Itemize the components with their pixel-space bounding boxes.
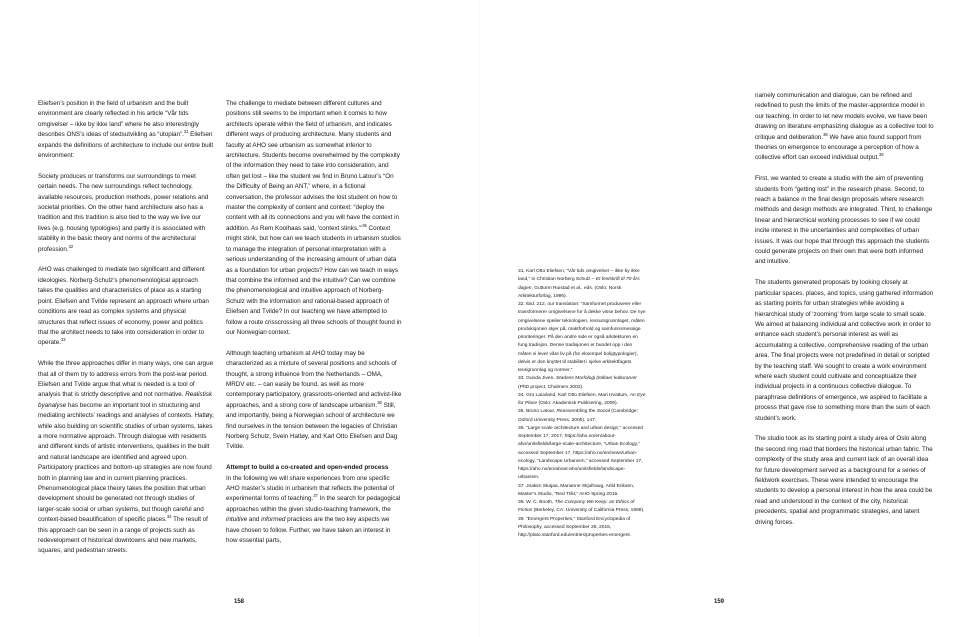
endnote-text: 32. Ibid. 212, our translation: “Samfunnet produserer eller transformerer omgivelsene for å dekke visse behov. De nye omgivelsene speiler teknologien, ressursgrunnlaget, måten produksjonen skjer på, maktforhold og samfunnsmessige prioriteringer. På den andre side er også arkitekturen en fung tradisjon. Denne tradisjonen er bundet opp i den måten vi lever våre liv på (for eksempel boligtypologier), delvis er den knyttet til stabilitet i sjelve arkitektfagets teorigrunnlag og normer.” <box>518 302 646 373</box>
paragraph <box>38 265 214 348</box>
footnote-ref[interactable]: 34 <box>166 514 172 520</box>
endnote-text: (Berkeley, CA: University of California Press, 1988). <box>532 508 645 514</box>
endnote <box>518 301 646 375</box>
endnote-text: (Cambridge: Oxford University Press, 2005), 147. <box>518 409 638 423</box>
page-number-left: 158 <box>234 599 245 605</box>
endnote <box>518 392 646 409</box>
paragraph <box>38 99 214 161</box>
endnote-text: 35. Bruno Latour, <box>518 409 557 415</box>
endnote <box>518 425 646 483</box>
book-gutter <box>479 0 481 637</box>
endnote <box>518 268 646 301</box>
footnote-ref[interactable]: 37 <box>313 493 318 499</box>
paragraph-text: First, we wanted to create a studio with the aim of preventing students from “getting lost” in the research phase. Second, to reach a balance in the final design proposals where research methods and design methods are integrated. Third, to challenge linear and hierarchical working processes to see if we could incite interest in the uncertainties and complexities of urban issues. It was our hope that through this approach the students could generate projects on their own that were both informed and intuitive. <box>755 175 933 266</box>
endnote-title: Et festskrift til 70-års dagen <box>518 277 640 291</box>
endnote-title: The Company We Keep: an Ethics of Fiction <box>518 500 635 514</box>
endnote-text: 34. Gro Lauvland, Karl Otto Eliefsen, Mari Hvattum, <box>518 392 630 398</box>
endnote-text: 31. Karl Otto Eliefsen, “Vår tids omgivelser – ikke by ikke land,” in Christian Norberg Schulz – <box>518 269 640 283</box>
endnote-text: 39. “Emergent Properties,” Stanford Encyclopedia of Philosophy, accessed September 26, 2016, http://plato.stanford.edu/entries/properties-emergent. <box>518 516 632 538</box>
endnote <box>518 499 646 516</box>
paragraph-text: Still, and importantly, being a Norwegian school of architecture we find ourselves in the tension between the legacies of Christian Norberg Schulz, Svein Hatløy, and Karl Otto Eliefsen and Dag Tvilde. <box>226 401 398 451</box>
paragraph-text: has become an important tool in structuring and mediating architects’ readings and analyses of contexts. Hatløy, while also building on scientific studies of urban systems, takes a more normative approach. Through dialogue with residents and different kinds of artistic interventions, qualities in the built and natural landscape are identified and agreed upon. Participatory practices and bottom-up strategies are now found both in planning law and in current planning practices. Phenomenological place theory takes the position that urban development should be generated not through studies of larger-scale social or urban systems, but though careful and context-based beautification of specific places. <box>38 401 214 524</box>
right-page-column <box>755 91 935 528</box>
paragraph <box>755 91 935 164</box>
endnote <box>518 483 646 500</box>
endnote-title: Stadens Morfologi (tolkaer kulturarvet <box>556 376 637 382</box>
footnote-ref[interactable]: 31 <box>183 129 189 135</box>
endnote-title: Reassembling the Social <box>556 409 610 415</box>
footnote-ref[interactable]: 39 <box>878 152 884 158</box>
footnote-ref[interactable]: 32 <box>68 243 74 249</box>
italic-term: Realistisk byanalyse <box>38 391 212 409</box>
endnote <box>518 408 646 425</box>
paragraph-text: Eliefsen’s position in the field of urbanism and the built environment are clearly reflected in his article “Vår tids omgivelser – ikke by ikke land” where he also interestingly describes ONS’s ideas of stedsutvikling as “utopian”. <box>38 100 199 139</box>
endnote-title: An Eye for Place <box>518 392 646 406</box>
paragraph-text: Eliefsen expands the definitions of architecture to include our entire built environment: <box>38 131 214 160</box>
endnote-text: 37. Joakim Skajaa, Marianne Skjulhaug, Arild Eriksen, Master’s Studio, “Red Trikt,” AHO Spring 2015. <box>518 483 635 497</box>
page-number-right: 159 <box>714 599 725 605</box>
endnote-text: 36. “Large scale architecture and urban design,” accessed September 17, 2017, https://aho.no/en/about-aho/unitsfields/large-scale-architecture, “Urban Ecology,” accessed September 17, https://aho.no/en/news/urban-ecology, “Landscape Urbanism,” accessed September 17, https://aho.no/en/about-aho/unitsfields/landscape-urbanism. <box>518 425 644 481</box>
paragraph-text: practices are the two key aspects we have chosen to follow. Further, we have taken an interest in how essential parts, <box>226 516 391 545</box>
footnote-ref[interactable]: 35 <box>362 222 367 228</box>
paragraph-text: The students generated proposals by looking closely at particular spaces, places, and topics, using gathered information as starting points for urban strategies while avoiding a hierarchical study of ‘zooming’ from large scale to small scale. We aimed at balancing individual and collective work in order to enhance each student’s personal interest as well as accumulating a collective, comprehensive reading of the urban area. The final projects were not predefined in detail or scripted by the teaching staff. We sought to create a work environment where each student could cultivate and conceptualize their individual projects in a continuous collective dialogue. To paraphrase definitions of emergence, we aspired to facilitate a process that gave rise to something more than the sum of each student’s work. <box>755 279 934 422</box>
paragraph-text: AHO was challenged to mediate two significant and different ideologies. Norberg-Schulz’s phenomenological approach takes the qualities and characteristics of place as a starting point. Eliefsen and Tvilde represent an approach where urban conditions are read as complex systems and physical structures that reflect issues of economy, power and politics that the architect needs to take into consideration in order to operate. <box>38 266 209 347</box>
paragraph-text: namely communication and dialogue, can be refined and redefined to push the limits of the master-apprentice model in our teaching. In order to let new models evolve, we have been drawing on literature emphasizing dialogue as a collective tool to critique and deliberation. <box>755 92 934 141</box>
paragraph-text: The result of this approach can be seen in a range of projects such as redevelopment of historical downtowns and new markets, squares, and pedestrian streets. <box>38 516 208 555</box>
paragraph <box>226 349 402 453</box>
paragraph <box>226 463 402 546</box>
endnote-text: 38. W. C. Booth, <box>518 500 555 505</box>
paragraph-text: In the following we will share experiences from one specific AHO master’s studio in urbanism that reflects the potential of experimental forms of teaching. <box>226 474 395 503</box>
paragraph-text: and <box>247 516 262 524</box>
section-heading: Attempt to build a co-created and open-ended process <box>226 464 389 472</box>
paragraph <box>755 278 935 424</box>
paragraph-text: Society produces or transforms our surroundings to meet certain needs. The new surroundings reflect technology, available resources, production methods, power relations and societal priorities. On the other hand architecture also has a tradition and this tradition is also tied to the way we live our lives (e.g. housing typologies) and partly it is associated with stability in the basic theory and norms of the architectural profession. <box>38 172 209 253</box>
paragraph <box>755 434 935 528</box>
left-page-column-2 <box>226 99 402 546</box>
endnote-text: , Guttorm Ruistad et al., eds. (Oslo: Norsk Arkitekturforlag, 1996). <box>518 285 622 299</box>
paragraph-text: The studio took as its starting point a study area of Oslo along the second ring road that borders the historical urban fabric. The complexity of the study area and current lack of an overall idea for future development served as a background for a series of fieldwork exercises. These were intended to encourage the students to develop a personal interest in how the area could be read and understood in the context of the city, historical precedents, spatial and programmatic strategies, and latent driving forces. <box>755 435 933 526</box>
italic-term: informed <box>261 516 286 524</box>
paragraph-text: Context might stink, but how can we teach students in urbanism studios to manage the integration of personal interpretation with a serious understanding of the increasing amount of urban data as a foundation for urban projects? How can we teach in ways that combine the informed and the intuitive? Can we combine the phenomenological and intuitive approach of Norberg-Schulz with the information and rational-based approach of Eliefsen and Tvilde? In our teaching we have attempted to follow a route crisscrossing all three schools of thought found in our Norwegian context. <box>226 224 402 336</box>
endnote <box>518 375 646 392</box>
paragraph-text: While the three approaches differ in many ways, one can argue that all of them try to address errors from the post-war period. Eliefsen and Tvilde argue that what is needed is a tool of analysis that is strictly descriptive and not normative. <box>38 360 214 399</box>
endnotes <box>518 268 646 540</box>
paragraph <box>38 359 214 557</box>
paragraph <box>226 99 402 338</box>
paragraph-text: We have also found support from theories on emergence to encourage a perception of how a collective effort can exceed individual output. <box>755 133 922 162</box>
footnote-ref[interactable]: 38 <box>823 131 828 137</box>
block-quote <box>38 172 214 255</box>
endnote <box>518 516 646 541</box>
footnote-ref[interactable]: 33 <box>60 337 66 343</box>
paragraph <box>755 174 935 268</box>
endnote-text: (PhD project, Chalmers 2002). <box>518 384 584 390</box>
paragraph-text: Although teaching urbanism at AHO today may be characterized as a mixture of several positions and schools of thought, a strong influence from the Netherlands – OMA, MRDV etc. – can easily be found, as well as more contemporary participatory, grassroots-oriented and activist-like approaches, and a strong core of landscape urbanism. <box>226 349 402 409</box>
footnote-ref[interactable]: 36 <box>377 399 382 405</box>
paragraph-text: In the search for pedagogical approaches within the given studio-teaching framework, the <box>226 495 401 513</box>
paragraph-text: The challenge to mediate between different cultures and positions still seems to be important when it comes to how architects operate within the field of urbanism, and indicates different ways of producing architecture. Many students and faculty at AHO see urbanism as somewhat inferior to architecture. Students become overwhelmed by the complexity of the information they need to take into consideration, and often get lost – like the student we find in Bruno Latour’s “On the Difficulty of Being an ANT,” where, in a fictional conversation, the professor advises the lost student on how to master the complexity of content and context: “deploy the content with all its connections and you will have the context in addition. As Rem Koolhaas said, ‘context stinks.’” <box>226 100 400 232</box>
italic-term: intuitive <box>226 516 248 524</box>
endnote-text: 33. Gunda Jiven, <box>518 376 556 382</box>
left-page-column-1 <box>38 99 214 557</box>
endnote-text: (Oslo: Akademisk Publisering, 2009). <box>537 401 618 406</box>
